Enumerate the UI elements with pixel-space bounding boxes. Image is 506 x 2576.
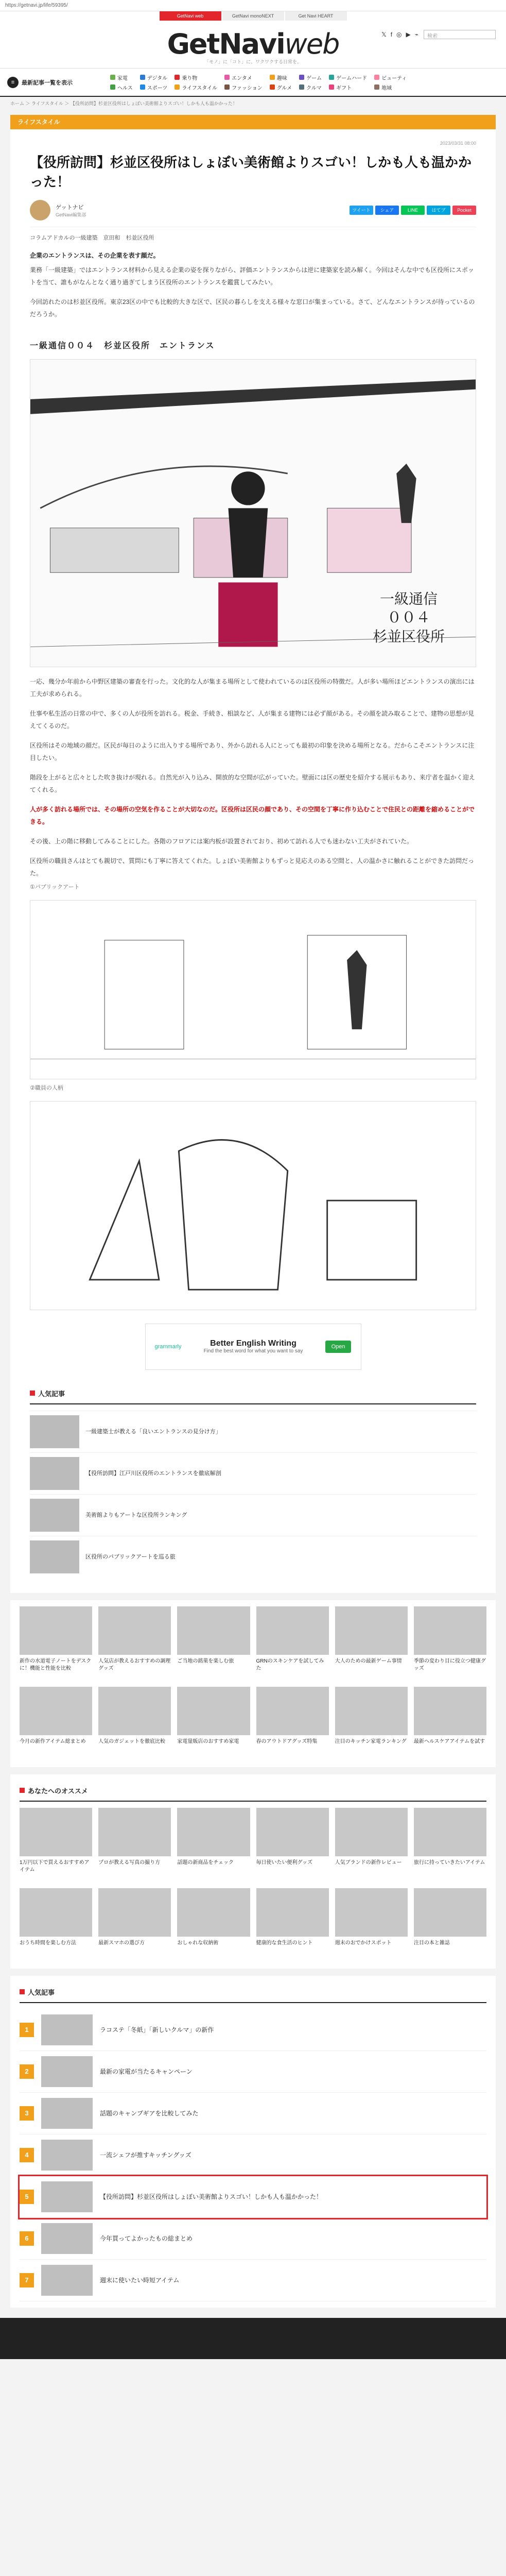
menu-icon: ≡	[7, 77, 19, 88]
related-header: 人気記事	[30, 1383, 476, 1404]
ad-title: Better English Writing	[210, 1339, 296, 1348]
sign-text: 一級通信 ００４ 杉並区役所	[372, 590, 445, 645]
ad-banner[interactable]	[30, 1324, 476, 1370]
article-credit: コラムアドカルの一級建築 京田和 杉並区役所	[30, 235, 154, 242]
share-button[interactable]: Pocket	[452, 206, 476, 215]
article-card[interactable]	[98, 1606, 171, 1681]
social-links	[381, 31, 418, 38]
related-item[interactable]	[30, 1536, 476, 1578]
category-label: 家電	[117, 75, 128, 81]
article-card[interactable]	[98, 1687, 171, 1761]
category-link[interactable]	[224, 74, 263, 81]
public-art-drawing	[30, 901, 476, 1079]
site-tab-getnavi[interactable]: GetNavi web	[160, 11, 221, 21]
card-thumbnail	[335, 1808, 408, 1856]
ranking-thumbnail	[41, 2014, 93, 2045]
category-color-icon	[299, 84, 304, 90]
recommend-header: あなたへのオススメ	[20, 1781, 486, 1802]
category-color-icon	[270, 75, 275, 80]
article-card[interactable]	[177, 1687, 250, 1761]
author-name[interactable]: ゲットナビ GetNavi編集部	[56, 204, 86, 217]
category-label: ヘルス	[117, 85, 133, 91]
category-color-icon	[224, 84, 230, 90]
category-link[interactable]	[374, 83, 407, 91]
category-link[interactable]	[270, 74, 292, 81]
search-input[interactable]: 検索	[424, 30, 496, 39]
category-nav	[0, 68, 506, 97]
card-title: 最新ヘルスケアアイテムを試す	[413, 1738, 485, 1744]
ranking-item[interactable]	[20, 2009, 486, 2051]
article-card[interactable]	[98, 1888, 171, 1962]
card-thumbnail	[335, 1888, 408, 1937]
article-card[interactable]	[177, 1808, 250, 1882]
category-link[interactable]	[110, 74, 133, 81]
card-thumbnail	[98, 1606, 171, 1655]
card-title: 新作の水道電子ノートをデスクに！機能と性能を比較	[20, 1658, 92, 1672]
article-title: 【役所訪問】杉並区役所はしょぼい美術館よりスゴい！しかも人も温かかった！	[30, 155, 472, 190]
category-label: クルマ	[306, 85, 322, 91]
section-title: ライフスタイル	[10, 115, 496, 129]
category-color-icon	[329, 84, 334, 90]
category-color-icon	[175, 84, 180, 90]
category-link[interactable]	[224, 83, 263, 91]
category-color-icon	[110, 84, 115, 90]
article-card[interactable]	[177, 1606, 250, 1681]
ranking-thumbnail	[41, 2265, 93, 2296]
card-thumbnail	[177, 1606, 250, 1655]
card-title: 健康的な食生活のヒント	[256, 1940, 313, 1946]
card-title: 春のアウトドアグッズ特集	[256, 1738, 318, 1744]
rank-number: 5	[20, 2190, 34, 2204]
category-label: 乗り物	[182, 75, 198, 81]
entrance-illustration	[30, 359, 476, 667]
card-thumbnail	[414, 1687, 486, 1735]
category-color-icon	[140, 75, 145, 80]
ranking-title: 今年買ってよかったもの総まとめ	[100, 2235, 193, 2243]
card-thumbnail	[98, 1687, 171, 1735]
category-color-icon	[374, 84, 379, 90]
card-thumbnail	[20, 1606, 92, 1655]
paragraph: 区役所はその地域の顔だ。区民が毎日のように出入りする場所であり、外から訪れる人にとっても最初の印象を決める場所となる。だからこそエントランスに注目したい。	[30, 742, 475, 762]
card-thumbnail	[335, 1606, 408, 1655]
paragraph: その後、上の階に移動してみることにした。各階のフロアには案内板が設置されており、初めて訪れる人でも迷わない工夫がされていた。	[30, 838, 413, 845]
caption-public-art: ①パブリックアート	[30, 884, 80, 891]
paragraph: 階段を上がると広々とした吹き抜けが現れる。自然光が入り込み、開放的な空間が広がっていた。壁面には区の歴史を紹介する展示もあり、来庁者を温かく迎えてくれる。	[30, 774, 475, 794]
category-label: ギフト	[336, 85, 352, 91]
card-thumbnail	[414, 1888, 486, 1937]
article-card[interactable]	[20, 1808, 92, 1882]
related-thumbnail	[30, 1457, 79, 1490]
site-logo[interactable]: GetNaviweb	[167, 28, 339, 60]
public-art-illustration	[30, 900, 476, 1079]
card-title: 人気ブランドの新作レビュー	[335, 1859, 402, 1866]
share-button[interactable]: シェア	[375, 206, 399, 215]
browser-bar	[0, 0, 506, 11]
category-color-icon	[224, 75, 230, 80]
ranking-title: 週末に使いたい時短アイテム	[100, 2277, 180, 2284]
article-card[interactable]	[20, 1687, 92, 1761]
entrance-heading: 一級通信００４ 杉並区役所 エントランス	[30, 342, 215, 351]
card-thumbnail	[414, 1606, 486, 1655]
card-thumbnail	[177, 1687, 250, 1735]
category-link[interactable]	[299, 74, 322, 81]
category-color-icon	[270, 84, 275, 90]
category-link[interactable]	[140, 74, 168, 81]
article-lead: 企業のエントランスは、その企業を表す顔だ。	[30, 252, 160, 260]
ranking-title: ラコステ「冬紙」「新しいクルマ」の新作	[100, 2026, 214, 2034]
category-link[interactable]	[299, 83, 322, 91]
category-link[interactable]	[374, 74, 407, 81]
card-thumbnail	[414, 1808, 486, 1856]
card-title: 季節の変わり目に役立つ健康グッズ	[413, 1658, 486, 1672]
category-label: ビューティ	[381, 75, 407, 81]
article-card[interactable]	[256, 1606, 329, 1681]
category-label: デジタル	[147, 75, 168, 81]
paragraph: 区役所の職員さんはとても親切で、質問にも丁寧に答えてくれた。しょぼい美術館よりもずっと見応えのある空間と、人の温かさに触れることができた訪問だった。	[30, 857, 475, 877]
related-item[interactable]	[30, 1494, 476, 1536]
card-title: 人気店が教えるおすすめの調理グッズ	[98, 1658, 171, 1672]
related-item[interactable]	[30, 1411, 476, 1452]
ranking-item[interactable]	[20, 2093, 486, 2134]
twitter-icon[interactable]: 𝕏	[381, 31, 387, 38]
article-date: 2023/03/31 08:00	[440, 141, 476, 146]
share-button[interactable]: はてブ	[427, 206, 450, 215]
site-header	[0, 21, 506, 68]
ranking-item[interactable]	[20, 2176, 486, 2218]
card-title: 家電量販店のおすすめ家電	[177, 1738, 239, 1744]
card-thumbnail	[20, 1808, 92, 1856]
breadcrumb[interactable]: ホーム ＞ ライフスタイル ＞ 【役所訪問】杉並区役所はしょぼい美術館よりスゴい！しかも人も温かかった！	[0, 97, 506, 110]
ranking-title: 【役所訪問】杉並区役所はしょぼい美術館よりスゴい！しかも人も温かかった！	[100, 2193, 323, 2201]
site-tab-heart[interactable]: Get Navi HEART	[285, 11, 347, 21]
article-card[interactable]	[335, 1687, 408, 1761]
facebook-icon[interactable]: f	[390, 31, 393, 38]
card-thumbnail	[256, 1606, 329, 1655]
card-title: 話題の新商品をチェック	[177, 1859, 234, 1866]
category-label: スポーツ	[147, 85, 168, 91]
latest-menu-label: 最新記事一覧を表示	[22, 79, 73, 86]
category-label: 地域	[381, 85, 392, 91]
article-card[interactable]	[335, 1808, 408, 1882]
category-link[interactable]	[329, 83, 367, 91]
ad-brand: grammarly	[154, 1343, 182, 1350]
article-card[interactable]	[20, 1606, 92, 1681]
article-card[interactable]	[414, 1808, 486, 1882]
rank-number: 1	[20, 2023, 34, 2037]
category-link[interactable]	[329, 74, 367, 81]
youtube-icon[interactable]: ▶	[406, 31, 411, 38]
site-tab-mononext[interactable]: GetNavi monoNEXT	[222, 11, 284, 21]
category-color-icon	[299, 75, 304, 80]
article-card[interactable]	[335, 1606, 408, 1681]
article-card[interactable]	[256, 1808, 329, 1882]
card-thumbnail	[20, 1888, 92, 1937]
category-color-icon	[374, 75, 379, 80]
highlight-paragraph: 人が多く訪れる場所では、その場所の空気を作ることが大切なのだ。区役所は区民の顔であり、その空間を丁寧に作り込むことで住民との距離を縮めることができる。	[30, 806, 475, 826]
article-card[interactable]	[177, 1888, 250, 1962]
ranking-thumbnail	[41, 2181, 93, 2212]
card-title: 人気のガジェットを徹底比較	[98, 1738, 165, 1744]
related-list	[30, 1411, 476, 1578]
card-title: プロが教える写真の撮り方	[98, 1859, 161, 1866]
card-thumbnail	[335, 1687, 408, 1735]
card-thumbnail	[20, 1687, 92, 1735]
paragraph: 仕事や私生活の日常の中で、多くの人が役所を訪れる。税金、手続き、相談など、人が集まる建物には必ず顔がある。その顔を読み取ることで、建物の思想が見えてくるのだ。	[30, 710, 475, 730]
related-thumbnail	[30, 1415, 79, 1448]
ranking-header: 人気記事	[20, 1982, 486, 2003]
recommend-section	[10, 1774, 496, 1969]
card-thumbnail	[98, 1808, 171, 1856]
article-meta	[30, 200, 476, 227]
category-link[interactable]	[110, 83, 133, 91]
card-title: 1万円以下で買えるおすすめアイテム	[20, 1859, 90, 1873]
url-text[interactable]: https://getnavi.jp/life/59395/	[5, 3, 68, 8]
category-list	[110, 74, 407, 91]
category-label: ゲームハード	[336, 75, 368, 81]
article-card[interactable]	[414, 1606, 486, 1681]
article-card[interactable]	[414, 1888, 486, 1962]
ranking-title: 話題のキャンプギアを比較してみた	[100, 2110, 199, 2117]
ranking-thumbnail	[41, 2056, 93, 2087]
ranking-title: 最新の家電が当たるキャンペーン	[100, 2068, 193, 2076]
category-color-icon	[110, 75, 115, 80]
related-title: 美術館よりもアートな区役所ランキング	[85, 1512, 187, 1518]
category-label: ファッション	[232, 85, 263, 91]
card-thumbnail	[256, 1808, 329, 1856]
article-card[interactable]	[256, 1888, 329, 1962]
ranking-item[interactable]	[20, 2260, 486, 2301]
card-title: おしゃれな収納術	[177, 1940, 219, 1946]
card-thumbnail	[256, 1888, 329, 1937]
category-label: ライフスタイル	[182, 85, 218, 91]
ranking-item[interactable]	[20, 2051, 486, 2093]
category-label: ゲーム	[306, 75, 322, 81]
category-color-icon	[175, 75, 180, 80]
rank-number: 2	[20, 2064, 34, 2079]
category-color-icon	[329, 75, 334, 80]
card-thumbnail	[98, 1888, 171, 1937]
rank-number: 6	[20, 2231, 34, 2246]
paragraph: 今回訪れたのは杉並区役所。東京23区の中でも比較的大きな区で、区民の暮らしを支える様々な窓口が集まっている。さて、どんなエントランスが待っているのだろうか。	[30, 298, 475, 318]
category-label: 趣味	[276, 75, 287, 81]
rank-number: 4	[20, 2148, 34, 2162]
card-title: 注目の本と雑誌	[413, 1940, 450, 1946]
ad-subtitle: Find the best word for what you want to say	[203, 1348, 303, 1354]
related-title: 区役所のパブリックアートを巡る旅	[85, 1553, 176, 1560]
card-title: 毎日使いたい便利グッズ	[256, 1859, 312, 1866]
article-grid	[10, 1600, 496, 1767]
related-item[interactable]	[30, 1452, 476, 1494]
category-link[interactable]	[140, 83, 168, 91]
latest-menu-button[interactable]	[7, 77, 105, 88]
card-thumbnail	[177, 1888, 250, 1937]
author-avatar	[30, 200, 50, 221]
ranking-thumbnail	[41, 2140, 93, 2171]
article-card[interactable]	[414, 1687, 486, 1761]
site-tabs	[0, 11, 506, 21]
staff-drawing	[30, 1101, 476, 1310]
card-title: 大人のための最新ゲーム事情	[335, 1658, 402, 1664]
paragraph: 一応、幾分か年前から中野区建築の審査を行った。文化的な人が集まる場所として使われているのは区役所の特徴だ。人が多い場所ほどエントランスの演出には工夫が求められる。	[30, 678, 475, 698]
ranking-item[interactable]	[20, 2134, 486, 2176]
article-card[interactable]	[20, 1888, 92, 1962]
ranking-item[interactable]	[20, 2218, 486, 2260]
staff-illustration	[30, 1101, 476, 1310]
article-card[interactable]	[98, 1808, 171, 1882]
ranking-section	[10, 1976, 496, 2308]
paragraph: 業務「一級建築」ではエントランス材料から見える企業の姿を探りながら、評価エントランスからは逆に建築家を読み解く。今回はそんな中でも区役所にスポットを当て、誰もがなんとなく通り過ぎてしまう区役所のエントランスを鑑賞してみたい。	[30, 266, 475, 286]
card-title: 最新スマホの選び方	[98, 1940, 145, 1946]
ranking-thumbnail	[41, 2223, 93, 2254]
related-thumbnail	[30, 1499, 79, 1532]
tagline: 「モノ」に「コト」に、ワクワクする日常を。	[204, 59, 302, 64]
share-button[interactable]: ツイート	[350, 206, 373, 215]
card-title: GRNのスキンケアを試してみた	[256, 1658, 324, 1672]
card-title: 今月の新作アイテム総まとめ	[20, 1738, 86, 1744]
card-title: 週末のおでかけスポット	[335, 1940, 392, 1946]
related-thumbnail	[30, 1540, 79, 1573]
article-card[interactable]	[335, 1888, 408, 1962]
card-title: 注目のキッチン家電ランキング	[335, 1738, 407, 1744]
article-card[interactable]	[256, 1687, 329, 1761]
share-button[interactable]: LINE	[401, 206, 425, 215]
category-label: グルメ	[276, 85, 292, 91]
share-buttons	[350, 206, 476, 215]
category-color-icon	[140, 84, 145, 90]
instagram-icon[interactable]: ◎	[396, 31, 402, 38]
rank-number: 3	[20, 2106, 34, 2121]
category-link[interactable]	[175, 74, 217, 81]
card-title: おうち時間を楽しむ方法	[20, 1940, 76, 1946]
rss-icon[interactable]: ⌁	[414, 31, 418, 38]
card-thumbnail	[256, 1687, 329, 1735]
rank-number: 7	[20, 2273, 34, 2287]
related-title: 【役所訪問】江戸川区役所のエントランスを徹底解剖	[85, 1470, 221, 1477]
card-title: 旅行に持っていきたいアイテム	[413, 1859, 485, 1866]
ad-open-button[interactable]: Open	[325, 1341, 352, 1353]
ranking-thumbnail	[41, 2098, 93, 2129]
category-label: エンタメ	[232, 75, 252, 81]
related-title: 一級建築士が教える「良いエントランスの見分け方」	[85, 1428, 221, 1435]
site-footer	[0, 2318, 506, 2359]
category-link[interactable]	[270, 83, 292, 91]
ranking-title: 一流シェフが推すキッチングッズ	[100, 2151, 191, 2159]
caption-staff: ②職員の人柄	[30, 1085, 63, 1092]
card-thumbnail	[177, 1808, 250, 1856]
article	[10, 129, 496, 1593]
category-link[interactable]	[175, 83, 217, 91]
card-title: ご当地の銘菓を楽しむ旅	[177, 1658, 234, 1664]
